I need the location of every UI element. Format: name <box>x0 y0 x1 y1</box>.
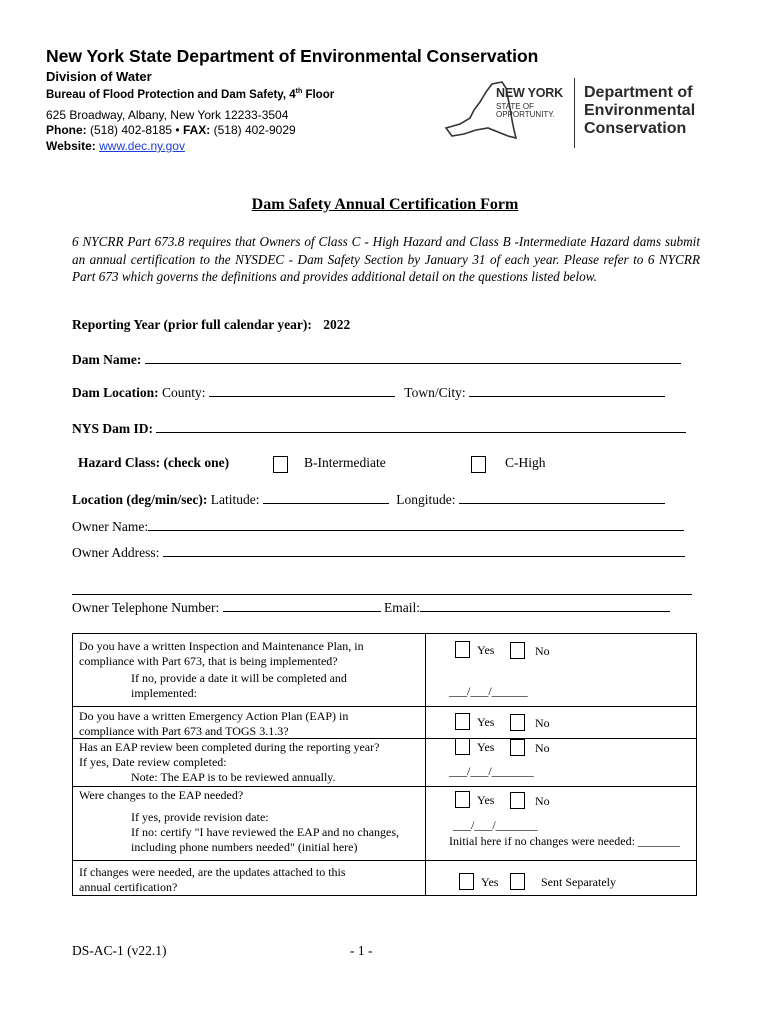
nys-logo <box>440 78 580 148</box>
email-field[interactable] <box>420 599 670 612</box>
q5-yes-checkbox[interactable] <box>459 873 474 890</box>
q3-no-checkbox[interactable] <box>510 739 525 756</box>
website-label: Website: <box>46 139 96 153</box>
owner-address-line-2[interactable] <box>72 594 692 595</box>
q1-text: Do you have a written Inspection and Maintenance Plan, in compliance with Part 673, that is being implemented? <box>79 639 364 668</box>
q2-yes-checkbox[interactable] <box>455 713 470 730</box>
longitude-field[interactable] <box>459 491 665 504</box>
q5-sent-separately-label: Sent Separately <box>541 875 616 889</box>
q2-no-checkbox[interactable] <box>510 714 525 731</box>
bureau-superscript: th <box>295 88 303 95</box>
hazard-c-label: C-High <box>505 455 546 470</box>
q5-text: If changes were needed, are the updates attached to this annual certification? <box>79 865 346 894</box>
owner-phone-field[interactable] <box>223 599 381 612</box>
owner-phone-label: Owner Telephone Number: <box>72 600 220 615</box>
email-label: Email: <box>384 600 421 615</box>
dec-wordmark <box>584 84 695 138</box>
county-field[interactable] <box>209 384 395 397</box>
reporting-year-row <box>72 317 350 333</box>
hazard-b-label: B-Intermediate <box>304 455 386 470</box>
q5-sent-separately-checkbox[interactable] <box>510 873 525 890</box>
q3-no-label: No <box>535 741 550 755</box>
town-field[interactable] <box>469 384 665 397</box>
owner-name-label: Owner Name: <box>72 519 149 534</box>
location-row <box>72 491 697 508</box>
longitude-label: Longitude: <box>396 492 456 507</box>
q3-text: Has an EAP review been completed during the reporting year? <box>79 740 380 754</box>
hazard-c-checkbox[interactable] <box>471 456 486 473</box>
logo-divider <box>574 78 575 148</box>
intro-paragraph: 6 NYCRR Part 673.8 requires that Owners of Class C - High Hazard and Class B -Intermediate Hazard dams submit an annual certification to the NYSDEC - Dam Safety Section by January 31 of each year. Please refer to 6 NYCRR Part 673 which governs the definitions and provides additional detail on the questions listed below. <box>72 234 700 284</box>
q4-subtext-1: If yes, provide revision date: <box>131 810 269 824</box>
dam-location-label: Dam Location: <box>72 385 159 400</box>
table-row-divider <box>73 786 696 787</box>
q4-yes-label: Yes <box>477 793 495 807</box>
dam-name-row <box>72 351 697 368</box>
q3-yes-checkbox[interactable] <box>455 738 470 755</box>
q3-date-field[interactable]: ___/___/_______ <box>449 764 534 778</box>
table-row-divider <box>73 860 696 861</box>
dec-line-2: Environmental <box>584 102 696 119</box>
form-title: Dam Safety Annual Certification Form <box>251 196 519 213</box>
q3-yes-label: Yes <box>477 740 495 754</box>
q4-subtext-2: If no: certify "I have reviewed the EAP and no changes, including phone numbers needed" (initial here) <box>131 825 400 854</box>
county-label: County: <box>158 385 206 400</box>
phone-label: Phone: <box>46 123 87 137</box>
q4-no-label: No <box>535 794 550 808</box>
q1-yes-checkbox[interactable] <box>455 641 470 658</box>
division-name: Division of Water <box>46 69 152 84</box>
bureau-name <box>46 88 334 101</box>
dam-id-row <box>72 420 697 437</box>
location-label: Location (deg/min/sec): <box>72 492 208 507</box>
bureau-suffix: Floor <box>302 88 335 101</box>
q5-yes-label: Yes <box>481 875 499 889</box>
dec-line-1: Department of <box>584 84 693 101</box>
q2-yes-label: Yes <box>477 715 495 729</box>
q2-text: Do you have a written Emergency Action Plan (EAP) in compliance with Part 673 and TOGS 3.1.3? <box>79 709 349 738</box>
dam-id-label: NYS Dam ID: <box>72 421 153 436</box>
q4-text: Were changes to the EAP needed? <box>79 788 244 802</box>
latitude-label: Latitude: <box>207 492 260 507</box>
reporting-year-label: Reporting Year (prior full calendar year): <box>72 317 312 332</box>
table-column-divider <box>425 634 426 895</box>
hazard-class-label: Hazard Class: (check one) <box>78 455 230 470</box>
q3-subtext: If yes, Date review completed: <box>79 755 227 769</box>
q4-no-checkbox[interactable] <box>510 792 525 809</box>
certification-questions-table <box>72 633 697 896</box>
page-number: - 1 - <box>350 943 373 958</box>
q4-date-field[interactable]: ___/___/_______ <box>453 818 538 832</box>
form-id: DS-AC-1 (v22.1) <box>72 943 167 958</box>
table-row-divider <box>73 706 696 707</box>
town-label: Town/City: <box>404 385 466 400</box>
hazard-b-checkbox[interactable] <box>273 456 288 473</box>
website-link[interactable]: www.dec.ny.gov <box>99 139 185 153</box>
q4-initial-field[interactable]: Initial here if no changes were needed: _______ <box>449 834 680 848</box>
owner-contact-row <box>72 599 697 616</box>
mailing-address: 625 Broadway, Albany, New York 12233-3504 <box>46 108 289 122</box>
q1-yes-label: Yes <box>477 643 495 657</box>
q1-subtext: If no, provide a date it will be completed and implemented: <box>131 671 347 700</box>
ny-tagline-2: OPPORTUNITY. <box>496 110 555 119</box>
q2-no-label: No <box>535 716 550 730</box>
website-line <box>46 139 185 153</box>
q4-yes-checkbox[interactable] <box>455 791 470 808</box>
bureau-text: Bureau of Flood Protection and Dam Safety, 4 <box>46 88 296 101</box>
dam-name-label: Dam Name: <box>72 352 142 367</box>
owner-name-row <box>72 518 697 535</box>
q1-no-label: No <box>535 644 550 658</box>
fax-label: FAX: <box>182 123 211 137</box>
dam-location-row <box>72 384 697 401</box>
q1-date-field[interactable]: ___/___/______ <box>449 684 528 698</box>
ny-tagline-1: STATE OF <box>496 102 534 111</box>
owner-address-field[interactable] <box>163 544 685 557</box>
owner-address-row <box>72 544 697 561</box>
owner-name-field[interactable] <box>148 518 684 531</box>
latitude-field[interactable] <box>263 491 389 504</box>
phone-fax-line <box>46 123 296 137</box>
dam-id-field[interactable] <box>156 420 686 433</box>
fax-number: (518) 402-9029 <box>210 123 296 137</box>
owner-address-label: Owner Address: <box>72 545 160 560</box>
phone-number: (518) 402-8185 • <box>86 123 183 137</box>
reporting-year-value[interactable]: 2022 <box>323 317 351 332</box>
ny-wordmark: NEW YORK <box>496 86 563 100</box>
dam-name-field[interactable] <box>145 351 681 364</box>
agency-title: New York State Department of Environmental Conservation <box>46 46 539 66</box>
dec-line-3: Conservation <box>584 120 687 137</box>
q1-no-checkbox[interactable] <box>510 642 525 659</box>
q3-note: Note: The EAP is to be reviewed annually. <box>131 770 336 784</box>
